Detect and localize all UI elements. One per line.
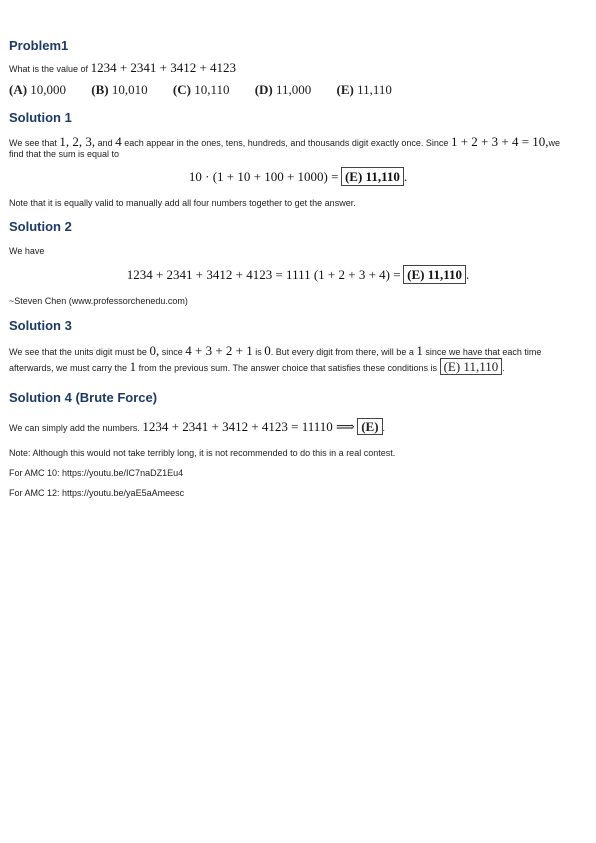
solution3-line1: We see that the units digit must be 0, since 4 + 3 + 2 + 1 is 0. But every digit from there, will be a 1 since we have that each time bbox=[9, 343, 542, 358]
answer-box: (E) bbox=[357, 418, 382, 435]
solution1-note: Note that it is equally valid to manually add all four numbers together to get the answer. bbox=[9, 198, 356, 208]
answer-box: (E) 11,110 bbox=[440, 358, 503, 375]
amc10-video-link[interactable]: For AMC 10: https://youtu.be/IC7naDZ1Eu4 bbox=[9, 468, 184, 478]
solution3-line2: afterwards, we must carry the 1 from the previous sum. The answer choice that satisfies these conditions is (E) 11,110 . bbox=[9, 359, 505, 374]
problem-heading: Problem1 bbox=[9, 38, 69, 53]
question-text: What is the value of bbox=[9, 64, 89, 74]
solution4-heading: Solution 4 (Brute Force) bbox=[9, 390, 158, 405]
solution1-line1: We see that 1, 2, 3, and 4 each appear in the ones, tens, hundreds, and thousands digit exactly once. Since 1 + 2 + 3 + 4 = 10,we bbox=[9, 134, 561, 149]
solution2-intro: We have bbox=[9, 246, 45, 256]
answer-box: (E) 11,110 bbox=[403, 265, 466, 284]
choice-e: (E) 11,110 bbox=[336, 82, 392, 97]
solution4-line1: We can simply add the numbers. 1234 + 2341 + 3412 + 4123 = 11110 ⟹ (E) . bbox=[9, 419, 386, 434]
solution2-credit: ~Steven Chen (www.professorchenedu.com) bbox=[9, 296, 188, 306]
solution1-line2: find that the sum is equal to bbox=[9, 149, 120, 159]
answer-box: (E) 11,110 bbox=[341, 167, 404, 186]
question-expression: 1234 + 2341 + 3412 + 4123 bbox=[90, 60, 237, 75]
solution2-display: 1234 + 2341 + 3412 + 4123 = 1111 (1 + 2 + 3 + 4) = (E) 11,110 . bbox=[126, 267, 470, 282]
choice-a: (A) 10,000 bbox=[9, 82, 67, 97]
answer-choices bbox=[9, 82, 414, 98]
choice-c: (C) 10,110 bbox=[172, 82, 230, 97]
solution2-heading: Solution 2 bbox=[9, 219, 72, 234]
problem-question bbox=[9, 62, 236, 75]
choice-d: (D) 11,000 bbox=[254, 82, 312, 97]
solution3-heading: Solution 3 bbox=[9, 318, 72, 333]
amc12-video-link[interactable]: For AMC 12: https://youtu.be/yaE5aAmeesc bbox=[9, 488, 185, 498]
solution1-display: 10 · (1 + 10 + 100 + 1000) = (E) 11,110 . bbox=[188, 169, 408, 184]
solution4-note: Note: Although this would not take terribly long, it is not recommended to do this in a real contest. bbox=[9, 448, 396, 458]
choice-b: (B) 10,010 bbox=[91, 82, 148, 97]
solution1-heading: Solution 1 bbox=[9, 110, 72, 125]
